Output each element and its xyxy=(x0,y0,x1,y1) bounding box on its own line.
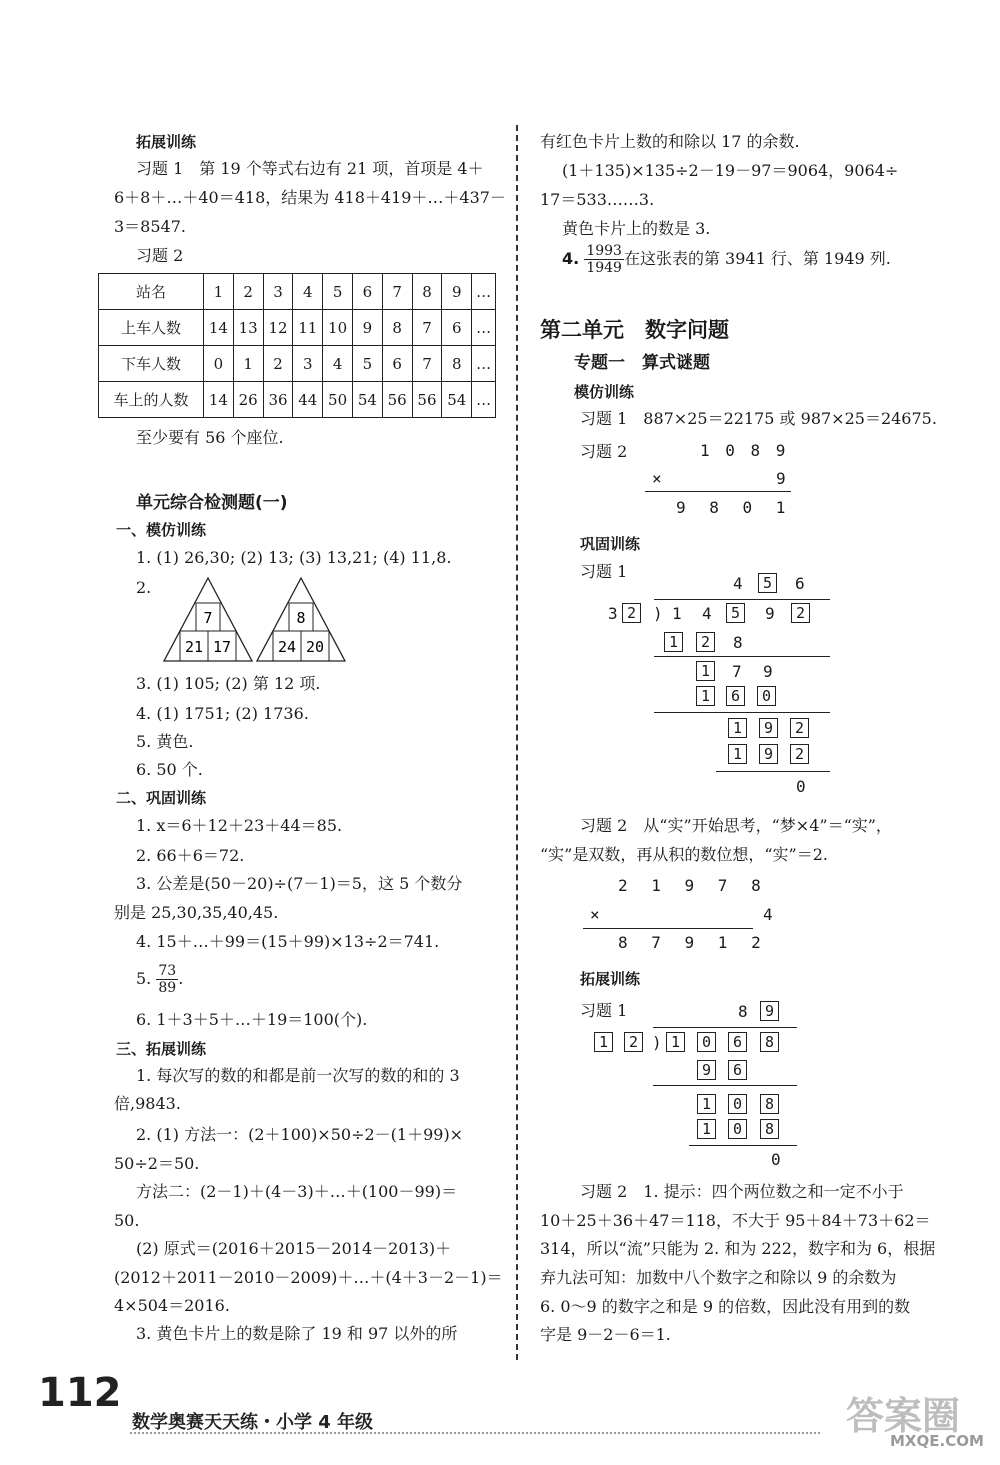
page-number: 112 xyxy=(38,1370,122,1416)
table-cell: 4 xyxy=(293,274,323,310)
s3-item3: 3. 黄色卡片上的数是除了 19 和 97 以外的所 xyxy=(136,1324,458,1343)
s3-item1b: 倍,9843. xyxy=(114,1094,181,1113)
station-table xyxy=(98,273,496,418)
div1-s1a: 1 xyxy=(664,632,683,652)
m2-rule xyxy=(645,491,791,492)
tuozhan2-heading: 拓展训练 xyxy=(580,970,641,988)
r-line1: 有红色卡片上数的和除以 17 的余数. xyxy=(540,132,800,151)
r-item4 xyxy=(562,243,891,276)
r-item4-label: 4. xyxy=(562,249,580,268)
table-row xyxy=(99,346,496,382)
div1-bar xyxy=(654,599,830,600)
s2-item1: 1. x＝6＋12＋23＋44＝85. xyxy=(136,816,343,835)
div1-d1: 1 xyxy=(672,604,682,623)
div2-bracket: ) xyxy=(652,1033,662,1052)
table-cell: 5 xyxy=(323,274,353,310)
table-cell: 9 xyxy=(442,274,472,310)
m1-text: 习题 1 887×25＝22175 或 987×25＝24675. xyxy=(580,409,937,428)
div2-d1: 1 xyxy=(666,1032,685,1052)
div1-rule3 xyxy=(716,771,830,772)
m2-times: × xyxy=(652,469,662,488)
s2-item2: 2. 66＋6＝72. xyxy=(136,846,245,865)
table-cell: 1 xyxy=(204,274,234,310)
div1-d4: 9 xyxy=(765,604,775,623)
fraction xyxy=(156,963,178,996)
book-title: 数学奥赛天天练・小学 4 年级 xyxy=(132,1412,374,1433)
fraction xyxy=(584,243,624,276)
t1-label: 习题 1 xyxy=(580,1001,628,1020)
ex1-line1: 习题 1 第 19 个等式右边有 21 项，首项是 4＋ xyxy=(136,159,484,178)
tuozhan-heading: 拓展训练 xyxy=(136,133,197,151)
g2-multiplicand: 2 1 9 7 8 xyxy=(618,876,761,895)
div1-r1a: 1 xyxy=(696,661,715,681)
div2-rule1 xyxy=(653,1085,797,1086)
section1-heading: 一、模仿训练 xyxy=(116,521,207,539)
table-cell: 下车人数 xyxy=(99,346,204,382)
s2-item3a: 3. 公差是(50－20)÷(7－1)＝5，这 5 个数分 xyxy=(136,874,463,893)
table-cell: 5 xyxy=(352,346,382,382)
table-cell: 站名 xyxy=(99,274,204,310)
table-cell: 10 xyxy=(323,310,353,346)
s3-item2b: 50÷2＝50. xyxy=(114,1154,200,1173)
s2-item5-label: 5. xyxy=(136,969,152,988)
table-cell: 4 xyxy=(323,346,353,382)
s1-item2: 2. xyxy=(136,578,152,597)
g2-rule xyxy=(583,928,753,929)
s2-item5-end: . xyxy=(178,969,184,988)
unit-test-title: 单元综合检测题(一) xyxy=(136,493,288,513)
div1-q3: 6 xyxy=(795,574,805,593)
div2-bar xyxy=(653,1027,797,1028)
m2-multiplier: 9 xyxy=(776,469,786,488)
div1-s2a: 1 xyxy=(696,686,715,706)
table-cell: 7 xyxy=(412,346,442,382)
div1-s3c: 2 xyxy=(790,744,809,764)
triangle-figures xyxy=(160,575,360,665)
section3-heading: 三、拓展训练 xyxy=(116,1040,207,1058)
footer-rule xyxy=(130,1432,820,1434)
fraction-numerator: 73 xyxy=(158,963,177,979)
div1-q1: 4 xyxy=(733,574,743,593)
unit2-title: 第二单元 数字问题 xyxy=(540,318,729,342)
table-cell: 3 xyxy=(263,274,293,310)
s2-item6: 6. 1＋3＋5＋…＋19＝100(个). xyxy=(136,1010,368,1029)
div1-q2: 5 xyxy=(758,573,777,593)
div1-s3b: 9 xyxy=(759,744,778,764)
table-cell: 1 xyxy=(233,346,263,382)
table-cell: 54 xyxy=(442,382,472,418)
gonggu-heading: 巩固训练 xyxy=(580,535,641,553)
div2-s2a: 1 xyxy=(697,1119,716,1139)
table-cell: 11 xyxy=(293,310,323,346)
table-cell: 车上的人数 xyxy=(99,382,204,418)
table-cell: 0 xyxy=(204,346,234,382)
table-cell: 上车人数 xyxy=(99,310,204,346)
table-cell: 56 xyxy=(412,382,442,418)
mofang-heading: 模仿训练 xyxy=(574,383,635,401)
m2-label: 习题 2 xyxy=(580,442,628,461)
tri2-right: 20 xyxy=(305,638,325,656)
table-cell: 8 xyxy=(442,346,472,382)
table-cell: 2 xyxy=(263,346,293,382)
s2-item5 xyxy=(136,963,183,996)
div2-s2b: 0 xyxy=(728,1119,747,1139)
div2-q2: 9 xyxy=(760,1001,779,1021)
s1-item5: 5. 黄色. xyxy=(136,732,194,751)
table-cell: 7 xyxy=(412,310,442,346)
div1-r2a: 1 xyxy=(728,718,747,738)
tri1-left: 21 xyxy=(184,638,204,656)
table-cell: 9 xyxy=(352,310,382,346)
table-cell: 8 xyxy=(412,274,442,310)
table-cell: … xyxy=(472,382,496,418)
table-cell: 36 xyxy=(263,382,293,418)
seats-answer: 至少要有 56 个座位. xyxy=(136,428,284,447)
table-row xyxy=(99,310,496,346)
div1-d5: 2 xyxy=(791,603,810,623)
div2-divisor2: 2 xyxy=(624,1032,643,1052)
table-cell: 6 xyxy=(352,274,382,310)
div1-d2: 4 xyxy=(702,604,712,623)
g1-label: 习题 1 xyxy=(580,562,628,581)
fraction-denominator: 1949 xyxy=(586,260,622,276)
table-cell: 8 xyxy=(382,310,412,346)
tri2-left: 24 xyxy=(277,638,297,656)
div1-r1b: 7 xyxy=(732,662,742,681)
div1-bracket: ) xyxy=(653,604,663,623)
table-cell: 54 xyxy=(352,382,382,418)
m2-multiplicand: 1 0 8 9 xyxy=(700,441,786,460)
div2-s2c: 8 xyxy=(760,1119,779,1139)
g2-line1: 习题 2 从“实”开始思考，“梦×4”＝“实”， xyxy=(580,816,892,835)
div2-q1: 8 xyxy=(738,1002,748,1021)
div2-r1b: 0 xyxy=(728,1094,747,1114)
ex1-line2: 6＋8＋…＋40＝418，结果为 418＋419＋…＋437－ xyxy=(114,188,506,207)
table-cell: 2 xyxy=(233,274,263,310)
table-cell: 7 xyxy=(382,274,412,310)
table-cell: 56 xyxy=(382,382,412,418)
div1-s1c: 8 xyxy=(733,633,743,652)
table-cell: 13 xyxy=(233,310,263,346)
div1-rule2 xyxy=(654,712,830,713)
t2-line3: 314，所以“流”只能为 2. 和为 222，数字和为 6，根据 xyxy=(540,1239,936,1258)
s1-item6: 6. 50 个. xyxy=(136,760,203,779)
div2-remainder: 0 xyxy=(771,1150,781,1169)
topic1-title: 专题一 算式谜题 xyxy=(574,353,710,373)
column-divider xyxy=(516,125,518,1360)
table-cell: 14 xyxy=(204,382,234,418)
div2-s1b: 6 xyxy=(728,1060,747,1080)
watermark-url: MXQE.COM xyxy=(890,1432,984,1450)
t2-line1: 习题 2 1. 提示：四个两位数之和一定不小于 xyxy=(580,1182,904,1201)
tri1-right: 17 xyxy=(212,638,232,656)
div2-divisor1: 1 xyxy=(594,1032,613,1052)
table-cell: … xyxy=(472,346,496,382)
div2-d2: 0 xyxy=(697,1032,716,1052)
div1-r1c: 9 xyxy=(763,662,773,681)
div2-d3: 6 xyxy=(728,1032,747,1052)
table-cell: 6 xyxy=(442,310,472,346)
r-item4-text: 在这张表的第 3941 行、第 1949 列. xyxy=(623,249,891,268)
table-cell: 6 xyxy=(382,346,412,382)
tri2-top: 8 xyxy=(296,609,306,627)
m2-result: 9 8 0 1 xyxy=(676,498,786,517)
div2-r1c: 8 xyxy=(760,1094,779,1114)
t2-line4: 弃九法可知：加数中八个数字之和除以 9 的余数为 xyxy=(540,1268,897,1287)
s2-item3b: 别是 25,30,35,40,45. xyxy=(114,903,279,922)
div1-s1b: 2 xyxy=(696,632,715,652)
div2-rule2 xyxy=(689,1145,797,1146)
s2-item4: 4. 15＋…＋99＝(15＋99)×13÷2＝741. xyxy=(136,932,440,951)
div1-d3: 5 xyxy=(726,603,745,623)
table-cell: 12 xyxy=(263,310,293,346)
table-cell: … xyxy=(472,274,496,310)
div1-r2b: 9 xyxy=(759,718,778,738)
g2-result: 8 7 9 1 2 xyxy=(618,933,761,952)
table-cell: 26 xyxy=(233,382,263,418)
s3-item2d: 50. xyxy=(114,1211,140,1230)
g2-line2: “实”是双数，再从积的数位想，“实”＝2. xyxy=(540,845,828,864)
tri1-top: 7 xyxy=(203,609,213,627)
table-cell: 3 xyxy=(293,346,323,382)
table-cell: 44 xyxy=(293,382,323,418)
table-row xyxy=(99,274,496,310)
s3-item2c: 方法二：(2－1)＋(4－3)＋…＋(100－99)＝ xyxy=(136,1182,458,1201)
div2-d4: 8 xyxy=(760,1032,779,1052)
ex1-line3: 3＝8547. xyxy=(114,217,186,236)
div1-rule1 xyxy=(654,656,830,657)
table-cell: 14 xyxy=(204,310,234,346)
div1-remainder: 0 xyxy=(796,777,806,796)
r-line2: (1＋135)×135÷2－19－97＝9064，9064÷ xyxy=(562,161,899,180)
s3-item2g: 4×504＝2016. xyxy=(114,1296,230,1315)
s3-item2a: 2. (1) 方法一：(2＋100)×50÷2－(1＋99)× xyxy=(136,1125,464,1144)
div1-divisor1: 3 xyxy=(608,604,618,623)
s3-item2e: (2) 原式＝(2016＋2015－2014－2013)＋ xyxy=(136,1239,452,1258)
div2-s1a: 9 xyxy=(697,1060,716,1080)
section2-heading: 二、巩固训练 xyxy=(116,789,207,807)
s1-item1: 1. (1) 26,30; (2) 13; (3) 13,21; (4) 11,8. xyxy=(136,548,452,567)
t2-line2: 10＋25＋36＋47＝118，不大于 95＋84＋73＋62＝ xyxy=(540,1211,931,1230)
div1-divisor2: 2 xyxy=(622,603,641,623)
div1-s2c: 0 xyxy=(757,686,776,706)
ex2-label: 习题 2 xyxy=(136,246,184,265)
s1-item3: 3. (1) 105; (2) 第 12 项. xyxy=(136,674,321,693)
fraction-denominator: 89 xyxy=(158,980,177,996)
table-cell: … xyxy=(472,310,496,346)
table-cell: 50 xyxy=(323,382,353,418)
g2-multiplier: 4 xyxy=(763,905,773,924)
div1-r2c: 2 xyxy=(790,718,809,738)
s3-item2f: (2012＋2011－2010－2009)＋…＋(4＋3－2－1)＝ xyxy=(114,1268,503,1287)
g2-times: × xyxy=(590,905,600,924)
fraction-numerator: 1993 xyxy=(586,243,622,259)
t2-line5: 6. 0～9 的数字之和是 9 的倍数，因此没有用到的数 xyxy=(540,1297,911,1316)
t2-line6: 字是 9－2－6＝1. xyxy=(540,1325,671,1344)
watermark-logo: 答案圈 xyxy=(846,1394,961,1438)
s3-item1a: 1. 每次写的数的和都是前一次写的数的和的 3 xyxy=(136,1066,460,1085)
r-line4: 黄色卡片上的数是 3. xyxy=(562,219,711,238)
div1-s2b: 6 xyxy=(726,686,745,706)
table-row xyxy=(99,382,496,418)
div1-s3a: 1 xyxy=(728,744,747,764)
s1-item4: 4. (1) 1751; (2) 1736. xyxy=(136,704,309,723)
div2-r1a: 1 xyxy=(697,1094,716,1114)
r-line3: 17＝533……3. xyxy=(540,190,655,209)
